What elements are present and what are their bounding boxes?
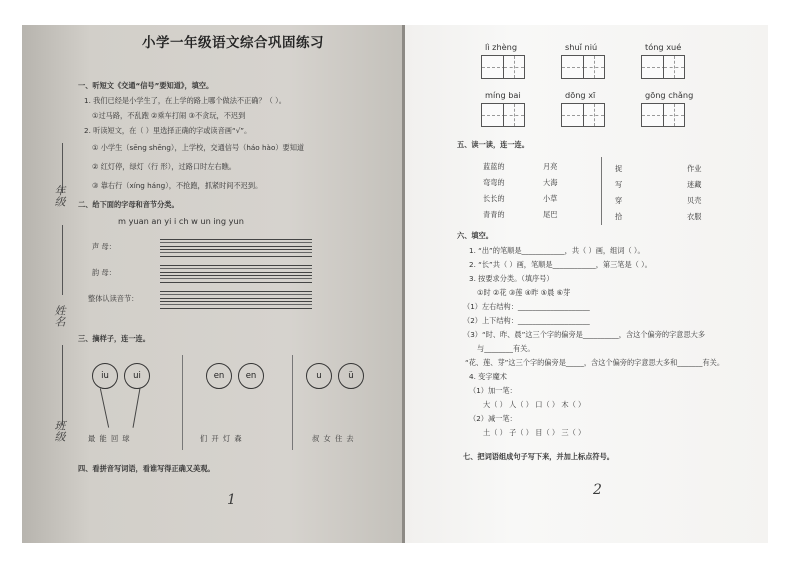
- letter-list: m yuan an yi i ch w un ing yun: [118, 216, 244, 226]
- fill-question-4-b-items: 土（ ） 子（ ） 目（ ） 三（ ）: [483, 428, 586, 437]
- fill-question-4-b: （2）减一笔：: [469, 414, 517, 423]
- match-item: 捉: [615, 164, 623, 173]
- pinyin-gongchang: gōng chǎng: [645, 90, 694, 100]
- writing-line-zhengti-2: [160, 301, 312, 309]
- page-title: 小学一年级语文综合巩固练习: [142, 35, 324, 51]
- section-6-heading: 六、填空。: [457, 231, 493, 240]
- fill-question-4-a: （1）加一笔：: [469, 386, 517, 395]
- match-item: 衣服: [687, 212, 702, 221]
- words-group-c: 叔 女 住 去: [312, 434, 355, 443]
- match-item: 作业: [687, 164, 702, 173]
- margin-line: [62, 225, 63, 295]
- right-page: [405, 25, 768, 543]
- label-zhengti: 整体认读音节：: [88, 294, 139, 303]
- margin-label-grade: 年级: [53, 185, 66, 207]
- match-item: 蓝蓝的: [483, 162, 505, 171]
- fill-question-1: 1. “出”的笔顺是____________，共（ ）画，组词（ ）。: [469, 246, 645, 255]
- question-2: 2. 听读短文，在（ ）里选择正确的字或读音画“√”。: [84, 126, 252, 135]
- connector-line: [100, 388, 109, 427]
- match-item: 拾: [615, 212, 623, 221]
- writing-box[interactable]: [583, 103, 605, 127]
- left-page: [22, 25, 402, 543]
- pinyin-dongxi: dōng xī: [565, 90, 596, 100]
- fill-question-2: 2. “长”共（ ）画，笔顺是____________，第三笔是（ ）。: [469, 260, 652, 269]
- apple-bubble-ui: ui: [124, 363, 150, 389]
- label-yunmu: 韵 母：: [92, 268, 116, 277]
- match-item: 小草: [543, 194, 558, 203]
- match-item: 尾巴: [543, 210, 558, 219]
- fill-question-3-options: ①时 ②花 ③莲 ④昨 ⑤晨 ⑥芽: [477, 288, 571, 297]
- section-5-heading: 五、读一读，连一连。: [457, 140, 529, 149]
- writing-box[interactable]: [663, 103, 685, 127]
- column-divider: [601, 157, 602, 225]
- match-item: 青青的: [483, 210, 505, 219]
- fill-question-4: 4. 变字魔术: [469, 372, 507, 381]
- writing-box[interactable]: [503, 55, 525, 79]
- fill-question-3-c: （3）“时、昨、晨”这三个字的偏旁是__________，含这个偏旁的字意思大多: [463, 330, 706, 339]
- section-2-heading: 二、给下面的字母和音节分类。: [78, 200, 179, 209]
- writing-box[interactable]: [663, 55, 685, 79]
- fill-question-3-c2: 与________有关。: [477, 344, 535, 353]
- fill-question-3-d: “花、莲、芽”这三个字的偏旁是_____，含这个偏旁的字意思大多和_______有关。: [465, 358, 725, 367]
- writing-box[interactable]: [583, 55, 605, 79]
- writing-line-yunmu-2: [160, 275, 312, 283]
- match-item: 弯弯的: [483, 178, 505, 187]
- fill-question-4-a-items: 大（ ） 人（ ） 口（ ） 木（ ）: [483, 400, 586, 409]
- writing-box[interactable]: [503, 103, 525, 127]
- fill-question-3: 3. 按要求分类。（填序号）: [469, 274, 554, 283]
- question-2-b: ② 红灯停，绿灯（行 形），过路口时左右瞧。: [92, 162, 236, 171]
- group-divider: [292, 355, 293, 450]
- match-item: 迷藏: [687, 180, 702, 189]
- section-4-heading: 四、看拼音写词语，看谁写得正确又美观。: [78, 464, 215, 473]
- pinyin-tongxue: tóng xué: [645, 42, 682, 52]
- margin-label-class: 班级: [53, 420, 66, 442]
- page-number: 2: [593, 482, 602, 498]
- question-2-a: ① 小学生（sēng shēng），上学校，交通信号（háo hào）要知道: [92, 143, 305, 152]
- margin-label-name: 姓名: [53, 305, 66, 327]
- section-7-heading: 七、把词语组成句子写下来，并加上标点符号。: [463, 452, 614, 461]
- margin-line: [62, 345, 63, 425]
- question-1-options: ①过马路，不乱跑 ②乘车打闹 ③不贪玩，不迟到: [92, 111, 246, 120]
- pinyin-lizheng: lì zhèng: [485, 42, 518, 52]
- section-1-heading: 一、听短文《交通“信号”要知道》，填空。: [78, 81, 214, 90]
- fill-question-3-b: （2）上下结构：____________________: [463, 316, 590, 325]
- writing-line-shengmu-2: [160, 249, 312, 257]
- question-2-c: ③ 靠右行（xíng háng），不抢跑，抓紧时间不迟到。: [92, 181, 263, 190]
- section-3-heading: 三、摘样子，连一连。: [78, 334, 150, 343]
- pinyin-shuiniu: shuǐ niú: [565, 42, 598, 52]
- match-item: 长长的: [483, 194, 505, 203]
- fill-question-3-a: （1）左右结构：____________________: [463, 302, 590, 311]
- writing-line-shengmu: [160, 239, 312, 247]
- connector-line: [133, 388, 141, 428]
- match-item: 大海: [543, 178, 558, 187]
- writing-line-zhengti: [160, 291, 312, 299]
- pinyin-mingbai: míng bai: [485, 90, 521, 100]
- words-group-a: 最 能 回 球: [88, 434, 131, 443]
- apple-bubble-u: u: [306, 363, 332, 389]
- label-shengmu: 声 母：: [92, 242, 116, 251]
- match-item: 写: [615, 180, 623, 189]
- question-1: 1. 我们已经是小学生了，在上学的路上哪个做法不正确？（ ）。: [84, 96, 286, 105]
- match-item: 月亮: [543, 162, 558, 171]
- match-item: 穿: [615, 196, 623, 205]
- writing-line-yunmu: [160, 265, 312, 273]
- match-item: 贝壳: [687, 196, 702, 205]
- apple-bubble-v: ü: [338, 363, 364, 389]
- apple-bubble-en: en: [206, 363, 232, 389]
- words-group-b: 们 开 灯 森: [200, 434, 243, 443]
- apple-bubble-en-2: en: [238, 363, 264, 389]
- worksheet-photo: [22, 25, 768, 543]
- page-number: 1: [227, 492, 236, 508]
- group-divider: [182, 355, 183, 450]
- apple-bubble-iu: iu: [92, 363, 118, 389]
